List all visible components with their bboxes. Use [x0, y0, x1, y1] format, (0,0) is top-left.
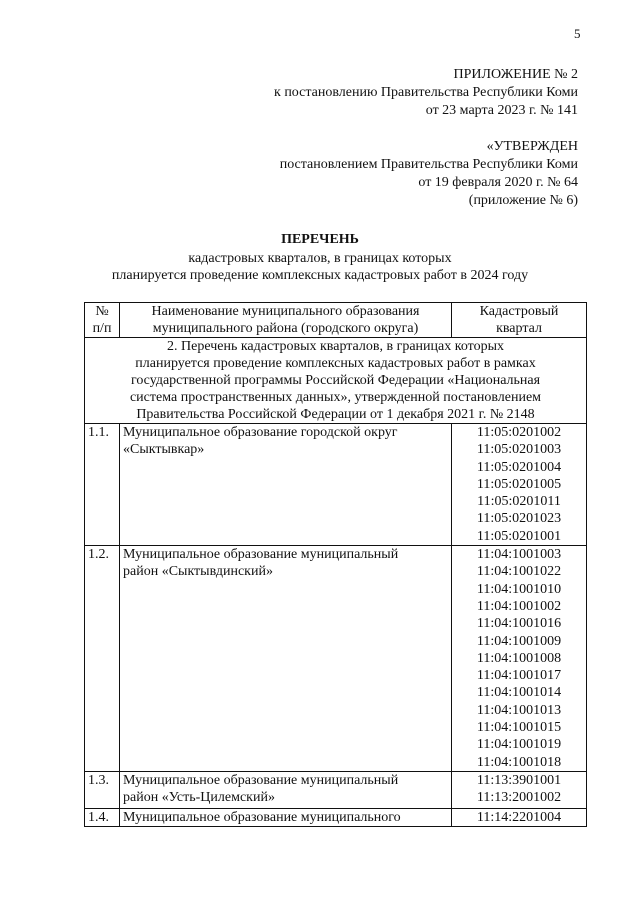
approval-title: «УТВЕРЖДЕН [486, 139, 578, 154]
table-row [85, 808, 587, 826]
header-quarter: Кадастровый квартал [452, 303, 587, 338]
table-row [85, 546, 587, 772]
page-number: 5 [574, 26, 581, 41]
appendix-header [274, 66, 578, 120]
municipality-name: Муниципальное образование муниципальный район «Усть-Цилемский» [120, 771, 452, 808]
cadastral-codes: 11:05:0201002 11:05:0201003 11:05:0201004 11:05:0201005 11:05:0201011 11:05:0201023 11:05:0201001 [452, 424, 587, 546]
appendix-line-2: от 23 марта 2023 г. № 141 [425, 103, 578, 118]
approval-header [280, 138, 578, 210]
table-row [85, 771, 587, 808]
municipality-name: Муниципальное образование муниципальный район «Сыктывдинский» [120, 546, 452, 772]
row-number: 1.2. [85, 546, 120, 772]
cadastral-codes: 11:04:1001003 11:04:1001022 11:04:1001010 11:04:1001002 11:04:1001016 11:04:1001009 11:04:1001008 11:04:1001017 11:04:1001014 11:04:1001013 11:04:1001015 11:04:1001019 11:04:1001018 [452, 546, 587, 772]
approval-line-1: постановлением Правительства Республики Коми [279, 157, 578, 172]
appendix-line-1: к постановлению Правительства Республики Коми [274, 85, 578, 100]
cadastral-codes: 11:14:2201004 [452, 808, 587, 826]
header-name: Наименование муниципального образования муниципального района (городского округа) [120, 303, 452, 338]
municipality-name: Муниципальное образование городской округ «Сыктывкар» [120, 424, 452, 546]
subtitle-line-2: планируется проведение комплексных кадастровых работ в 2024 году [111, 268, 529, 283]
cadastral-table [84, 302, 587, 827]
row-number: 1.1. [85, 424, 120, 546]
table-row [85, 424, 587, 546]
approval-line-2: от 19 февраля 2020 г. № 64 [418, 175, 578, 190]
section-title: 2. Перечень кадастровых кварталов, в границах которых планируется проведение комплексных кадастровых работ в рамках государственной программы Российской Федерации «Национальная система пространственных данных», утвержденной постановлением Правительства Российской Федерации от 1 декабря 2021 г. № 2148 [85, 338, 587, 424]
table-header-row [85, 303, 587, 338]
document-title: ПЕРЕЧЕНЬ [281, 232, 359, 247]
appendix-title: ПРИЛОЖЕНИЕ № 2 [453, 67, 578, 82]
approval-line-3: (приложение № 6) [468, 193, 578, 208]
subtitle-line-1: кадастровых кварталов, в границах которых [188, 251, 452, 266]
section-row [85, 338, 587, 424]
municipality-name: Муниципальное образование муниципального [120, 808, 452, 826]
row-number: 1.4. [85, 808, 120, 826]
document-subtitle [0, 250, 640, 284]
header-num: № п/п [85, 303, 120, 338]
row-number: 1.3. [85, 771, 120, 808]
cadastral-codes: 11:13:3901001 11:13:2001002 [452, 771, 587, 808]
